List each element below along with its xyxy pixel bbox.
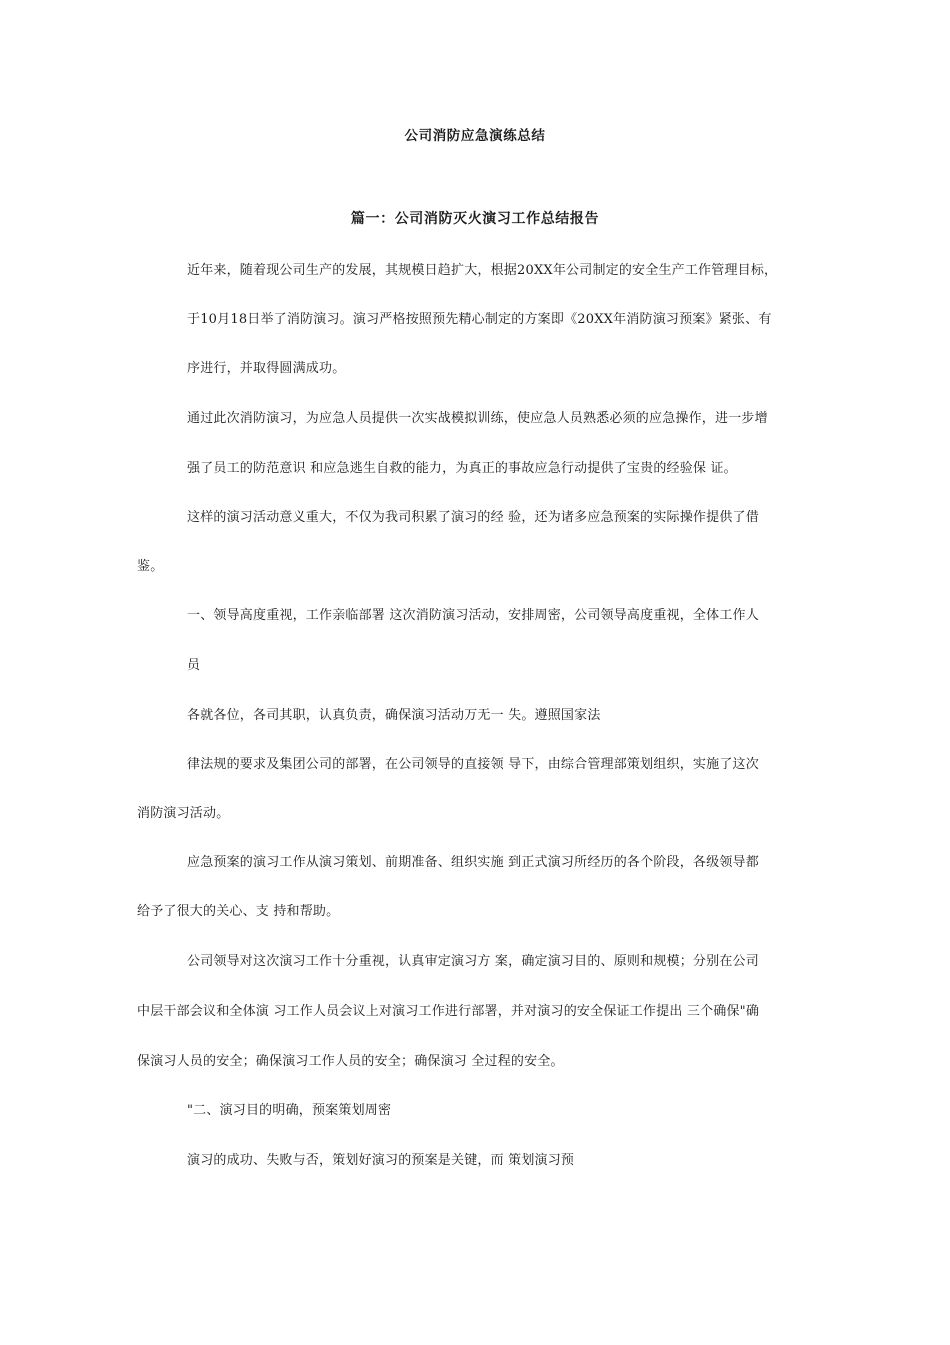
section-heading: 篇一：公司消防灭火演习工作总结报告	[350, 211, 600, 227]
paragraph-line: 公司领导对这次演习工作十分重视，认真审定演习方 案，确定演习目的、原则和规模；分别在公司	[187, 954, 759, 969]
paragraph-line: 给予了很大的关心、支 持和帮助。	[137, 904, 340, 919]
paragraph-line: 应急预案的演习工作从演习策划、前期准备、组织实施 到正式演习所经历的各个阶段，各级领导都	[187, 855, 759, 870]
paragraph-line: 强了员工的防范意识 和应急逃生自救的能力，为真正的事故应急行动提供了宝贵的经验保 证。	[187, 461, 737, 476]
document-title: 公司消防应急演练总结	[404, 128, 546, 144]
paragraph-line: 一、领导高度重视，工作亲临部署 这次消防演习活动，安排周密，公司领导高度重视，全体工作人	[187, 608, 759, 623]
paragraph-line: 员	[187, 658, 201, 673]
paragraph-line: 中层干部会议和全体演 习工作人员会议上对演习工作进行部署，并对演习的安全保证工作提出 三个确保"确	[137, 1004, 760, 1019]
paragraph-line: 近年来，随着现公司生产的发展，其规模日趋扩大，根据20XX年公司制定的安全生产工作管理目标，	[187, 263, 778, 278]
paragraph-line: 鉴。	[137, 559, 164, 574]
paragraph-line: 消防演习活动。	[137, 806, 230, 821]
paragraph-line: 通过此次消防演习，为应急人员提供一次实战模拟训练，使应急人员熟悉必须的应急操作，进一步增	[187, 411, 768, 426]
paragraph-line: 律法规的要求及集团公司的部署，在公司领导的直接领 导下，由综合管理部策划组织，实施了这次	[187, 757, 759, 772]
paragraph-line: 演习的成功、失败与否，策划好演习的预案是关键，而 策划演习预	[187, 1153, 575, 1168]
paragraph-line: 于10月18日举了消防演习。演习严格按照预先精心制定的方案即《20XX年消防演习预案》紧张、有	[187, 312, 772, 327]
paragraph-line: 各就各位，各司其职，认真负责，确保演习活动万无一 失。遵照国家法	[187, 708, 601, 723]
paragraph-line: 这样的演习活动意义重大，不仅为我司积累了演习的经 验，还为诸多应急预案的实际操作提供了借	[187, 510, 759, 525]
paragraph-line: 保演习人员的安全；确保演习工作人员的安全；确保演习 全过程的安全。	[137, 1054, 564, 1069]
paragraph-line: 序进行，并取得圆满成功。	[187, 361, 346, 376]
paragraph-line: "二、演习目的明确，预案策划周密	[187, 1103, 392, 1118]
